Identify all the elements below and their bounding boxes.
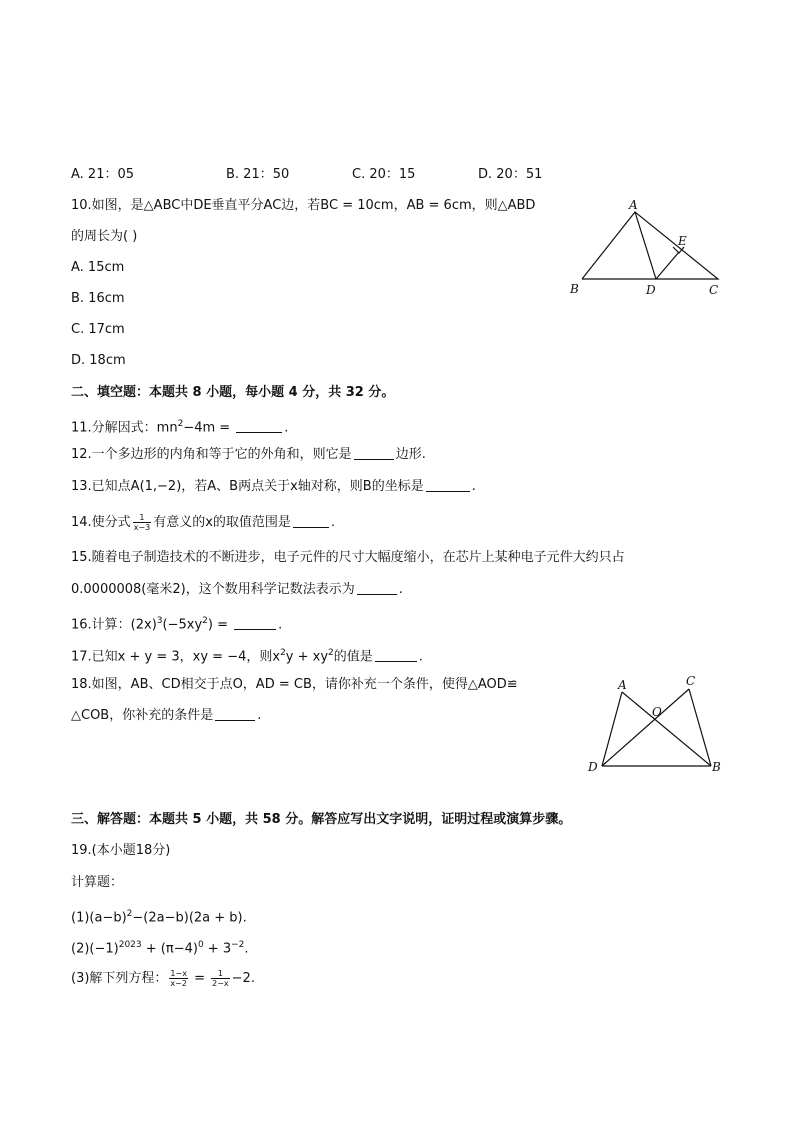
q16-end: . bbox=[278, 617, 283, 633]
section2-heading: 二、填空题：本题共 8 小题，每小题 4 分，共 32 分。 bbox=[71, 385, 395, 400]
q15-line2 bbox=[71, 581, 403, 599]
q10-option-d: D. 18cm bbox=[71, 353, 126, 368]
q14-end: . bbox=[330, 515, 336, 530]
label-c: C bbox=[686, 674, 696, 688]
q16-answer-blank[interactable] bbox=[234, 617, 276, 630]
q19-p3-num1: 1−x bbox=[170, 969, 187, 978]
q14-frac-num: 1 bbox=[133, 513, 152, 523]
q9-choice-d: D. 20：51 bbox=[478, 167, 543, 182]
q12-line bbox=[71, 446, 426, 464]
q10-option-c: C. 17cm bbox=[71, 322, 125, 337]
label-e: E bbox=[678, 234, 687, 248]
q19-p3-num2: 1 bbox=[211, 969, 230, 979]
q19-p3-fraction1 bbox=[169, 969, 188, 988]
q17-answer-blank[interactable] bbox=[375, 649, 417, 662]
q18-crossing-figure bbox=[585, 672, 735, 780]
label-d: D bbox=[588, 760, 598, 774]
q19-p3-fraction2 bbox=[211, 969, 230, 988]
q15-line1: 15.随着电子制造技术的不断进步，电子元件的尺寸大幅度缩小，在芯片上某种电子元件大约只占 bbox=[71, 550, 625, 565]
q13-suffix: . bbox=[471, 479, 476, 494]
segment-cd bbox=[602, 689, 689, 766]
segment-ad bbox=[602, 692, 622, 766]
q16-suffix: ) = bbox=[207, 617, 233, 633]
q19-p2-end: . bbox=[244, 941, 249, 957]
label-d: D bbox=[646, 283, 656, 297]
q12-prefix: 12.一个多边形的内角和等于它的外角和，则它是 bbox=[71, 447, 352, 462]
q16-line bbox=[71, 612, 282, 634]
label-o: O bbox=[652, 705, 662, 719]
q9-choice-c: C. 20：15 bbox=[352, 167, 416, 182]
q19-part3 bbox=[71, 969, 255, 988]
q19-p2-prefix: (2)(−1) bbox=[71, 941, 119, 957]
q16-mid: (−5xy bbox=[162, 617, 203, 633]
q19-p2-mid2: + 3 bbox=[203, 941, 232, 957]
q12-suffix: 边形. bbox=[395, 447, 426, 462]
q19-p2-sup2: 0 bbox=[197, 940, 204, 950]
q13-answer-blank[interactable] bbox=[426, 479, 470, 492]
q10-option-b: B. 16cm bbox=[71, 291, 125, 306]
q17-suffix: 的值是 bbox=[333, 649, 373, 665]
q19-p1-prefix: (1)(a−b) bbox=[71, 910, 127, 926]
label-b: B bbox=[570, 282, 579, 296]
q18-answer-blank[interactable] bbox=[215, 708, 255, 721]
section3-heading: 三、解答题：本题共 5 小题，共 58 分。解答应写出文字说明，证明过程或演算步骤。 bbox=[71, 812, 572, 827]
q16-prefix: 16.计算：(2x) bbox=[71, 617, 157, 633]
q10-option-a: A. 15cm bbox=[71, 260, 125, 275]
q9-choice-a: A. 21：05 bbox=[71, 167, 135, 182]
q10-triangle-figure bbox=[560, 195, 735, 305]
q15-line2-suffix: . bbox=[398, 582, 403, 597]
q19-p2-mid: + (π−4) bbox=[141, 941, 198, 957]
q19-p3-den2: 2−x bbox=[212, 979, 229, 988]
q19-p1-suffix: −(2a−b)(2a + b). bbox=[132, 910, 247, 926]
q19-part1 bbox=[71, 905, 247, 927]
q14-frac-den: x−3 bbox=[133, 523, 151, 532]
q17-sup2: 2 bbox=[328, 648, 334, 658]
q17-end: . bbox=[418, 649, 423, 665]
q18-line2-prefix: △COB，你补充的条件是 bbox=[71, 708, 214, 723]
q17-sup1: 2 bbox=[280, 648, 286, 658]
q15-answer-blank[interactable] bbox=[357, 582, 397, 595]
q19-p3-end: −2. bbox=[231, 971, 255, 986]
q19-p2-sup3: −2 bbox=[231, 940, 245, 950]
q14-prefix: 14.使分式 bbox=[71, 515, 131, 530]
q13-line bbox=[71, 478, 476, 496]
segment-ad bbox=[635, 212, 656, 279]
label-a: A bbox=[618, 678, 627, 692]
q19-p2-sup1: 2023 bbox=[118, 940, 142, 950]
q18-line2-suffix: . bbox=[257, 708, 262, 723]
label-c: C bbox=[709, 283, 719, 297]
triangle-abc bbox=[582, 212, 718, 279]
q11-suffix: −4m = bbox=[183, 420, 235, 436]
label-a: A bbox=[629, 198, 638, 212]
q14-suffix: 有意义的x的取值范围是 bbox=[153, 515, 291, 530]
q18-line1: 18.如图，AB、CD相交于点O，AD = CB，请你补充一个条件，使得△AOD≌ bbox=[71, 677, 518, 692]
q19-p3-prefix: (3)解下列方程： bbox=[71, 971, 168, 986]
q17-mid: y + xy bbox=[285, 649, 329, 665]
q19-p3-eq: = bbox=[189, 971, 210, 986]
q11-line bbox=[71, 415, 288, 437]
q14-fraction bbox=[133, 513, 152, 532]
q13-prefix: 13.已知点A(1,−2)，若A、B两点关于x轴对称，则B的坐标是 bbox=[71, 479, 424, 494]
q18-line2 bbox=[71, 707, 261, 725]
q16-sup2: 2 bbox=[202, 616, 208, 626]
segment-cb bbox=[689, 689, 711, 766]
q17-line bbox=[71, 644, 423, 666]
q19-p3-den1: x−2 bbox=[170, 979, 187, 988]
q11-prefix: 11.分解因式：mn bbox=[71, 420, 178, 436]
q19-p1-sup: 2 bbox=[126, 909, 133, 919]
q17-prefix: 17.已知x + y = 3，xy = −4，则x bbox=[71, 649, 281, 665]
q14-answer-blank[interactable] bbox=[293, 515, 329, 528]
q19-title: 19.(本小题18分) bbox=[71, 843, 171, 858]
segment-de bbox=[656, 252, 679, 279]
q19-part2 bbox=[71, 936, 249, 958]
q14-line bbox=[71, 513, 335, 532]
q9-choice-b: B. 21：50 bbox=[226, 167, 290, 182]
q15-line2-prefix: 0.0000008(毫米2)，这个数用科学记数法表示为 bbox=[71, 582, 355, 597]
q12-answer-blank[interactable] bbox=[354, 447, 394, 460]
q11-answer-blank[interactable] bbox=[236, 420, 282, 433]
q19-intro: 计算题： bbox=[71, 875, 124, 890]
label-b: B bbox=[712, 760, 721, 774]
q10-stem-line1: 10.如图，是△ABC中DE垂直平分AC边，若BC = 10cm，AB = 6cm，则△ABD bbox=[71, 198, 536, 213]
q10-stem-line2: 的周长为( ) bbox=[71, 229, 138, 244]
q11-sup: 2 bbox=[177, 419, 184, 429]
q16-sup1: 3 bbox=[156, 616, 163, 626]
segment-ab bbox=[622, 692, 711, 766]
q11-end: . bbox=[284, 420, 289, 436]
